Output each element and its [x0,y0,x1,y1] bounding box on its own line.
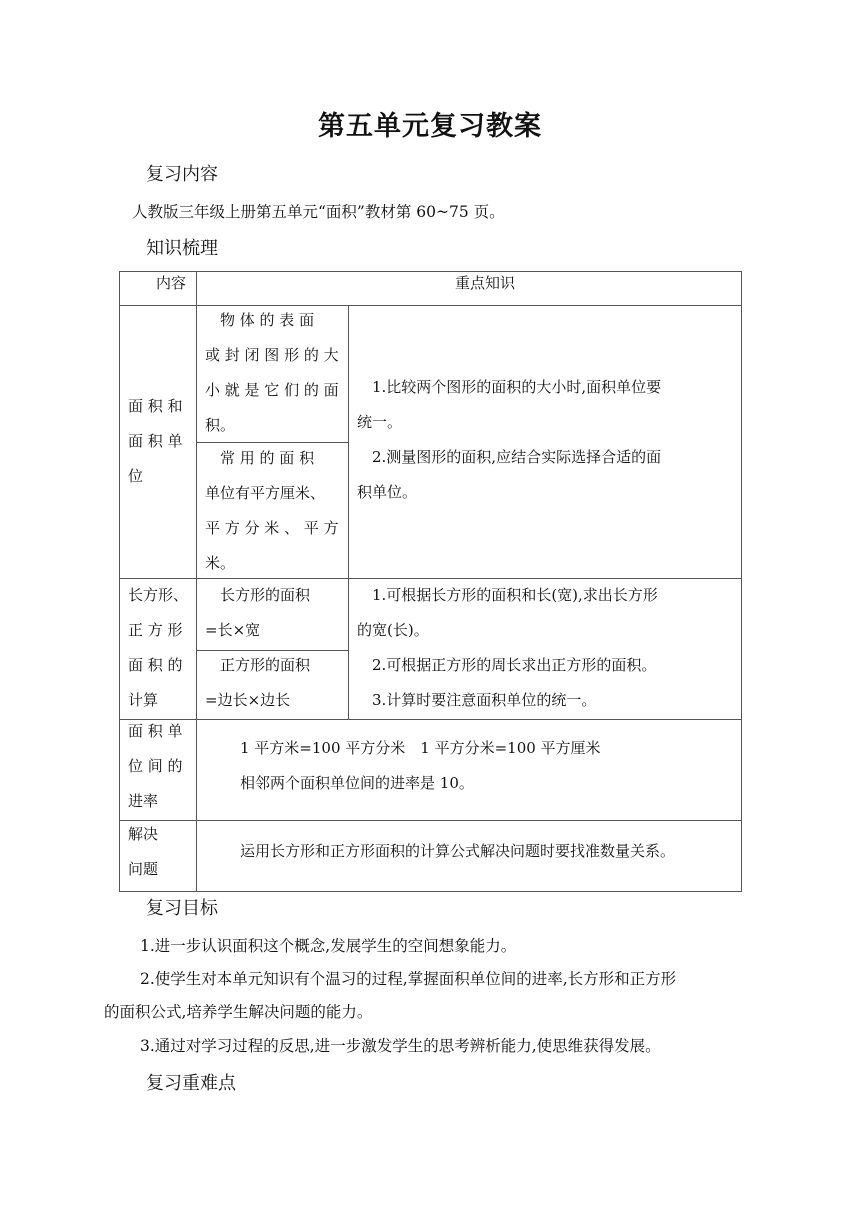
row1-key-line: 1.比较两个图形的面积的大小时,面积单位要 [357,378,662,396]
row2-key-points [357,578,658,718]
row2-sub2-line: 正方形的面积 [205,656,311,674]
row2-key-line: 的宽(长)。 [357,621,429,639]
row1-sub2-line: 单位有平方厘米、 [205,484,326,502]
heading-review-goals: 复习目标 [146,898,218,919]
row2-sub1-line: 长方形的面积 [205,586,311,604]
row4-label-line: 解决 [128,825,159,843]
goal-item-2-continued: 的面积公式,培养学生解决问题的能力。 [104,1003,373,1021]
table-header-key-knowledge: 重点知识 [455,274,516,292]
row2-label-line: 计算 [128,691,159,709]
row3-label [128,714,183,819]
row1-sub1-line: 小 就 是 它 们 的 面 [205,381,339,399]
goal-item-3: 3.通过对学习过程的反思,进一步激发学生的思考辨析能力,使思维获得发展。 [140,1037,661,1055]
row1-label [128,389,183,494]
row2-sub2-line: =边长×边长 [205,691,291,709]
row2-label [128,578,188,718]
row1-sub1-line: 积。 [205,416,236,434]
heading-knowledge: 知识梳理 [146,238,218,259]
row1-sub2 [205,441,339,581]
row2-key-line: 2.可根据正方形的周长求出正方形的面积。 [357,656,657,674]
row1-label-line: 面 积 单 [128,432,183,450]
row1-sub1-line: 物 体 的 表 面 [205,311,315,329]
row3-content [240,731,601,801]
goal-item-2: 2.使学生对本单元知识有个温习的过程,掌握面积单位间的进率,长方形和正方形 [140,970,677,988]
row4-label [128,817,158,887]
goal-item-1: 1.进一步认识面积这个概念,发展学生的空间想象能力。 [140,937,517,955]
row1-sub2-line: 常 用 的 面 积 [205,449,315,467]
row1-key-line: 积单位。 [357,483,418,501]
heading-review-content: 复习内容 [146,164,218,185]
row2-key-line: 1.可根据长方形的面积和长(宽),求出长方形 [357,586,658,604]
row1-sub1-line: 或 封 闭 图 形 的 大 [205,346,339,364]
row3-content-line: 1 平方米=100 平方分米 1 平方分米=100 平方厘米 [240,739,601,757]
row2-label-line: 面 积 的 [128,656,183,674]
row2-key-line: 3.计算时要注意面积单位的统一。 [357,691,597,709]
row1-sub2-line: 米。 [205,554,236,572]
row2-sub1 [205,578,310,648]
row2-label-line: 正 方 形 [128,621,183,639]
row3-label-line: 位 间 的 [128,757,183,775]
row4-label-line: 问题 [128,860,159,878]
table-header-content: 内容 [156,274,187,292]
row3-content-line: 相邻两个面积单位间的进率是 10。 [240,774,474,792]
row1-label-line: 位 [128,467,144,485]
row1-key-line: 2.测量图形的面积,应结合实际选择合适的面 [357,448,662,466]
row3-label-line: 面 积 单 [128,722,183,740]
heading-key-difficulties: 复习重难点 [146,1073,236,1094]
page-title: 第五单元复习教案 [318,111,542,142]
review-content-text: 人教版三年级上册第五单元“面积”教材第 60~75 页。 [132,203,505,221]
row2-sub2 [205,648,310,718]
row1-label-line: 面 积 和 [128,397,183,415]
row1-key-line: 统一。 [357,413,403,431]
row3-label-line: 进率 [128,792,159,810]
row1-sub2-line: 平 方 分 米 、 平 方 [205,519,339,537]
row1-sub1 [205,303,339,443]
row2-label-line: 长方形、 [128,586,189,604]
row4-content: 运用长方形和正方形面积的计算公式解决问题时要找准数量关系。 [240,842,676,860]
row2-sub1-line: =长×宽 [205,621,261,639]
row1-key-points [357,370,661,510]
